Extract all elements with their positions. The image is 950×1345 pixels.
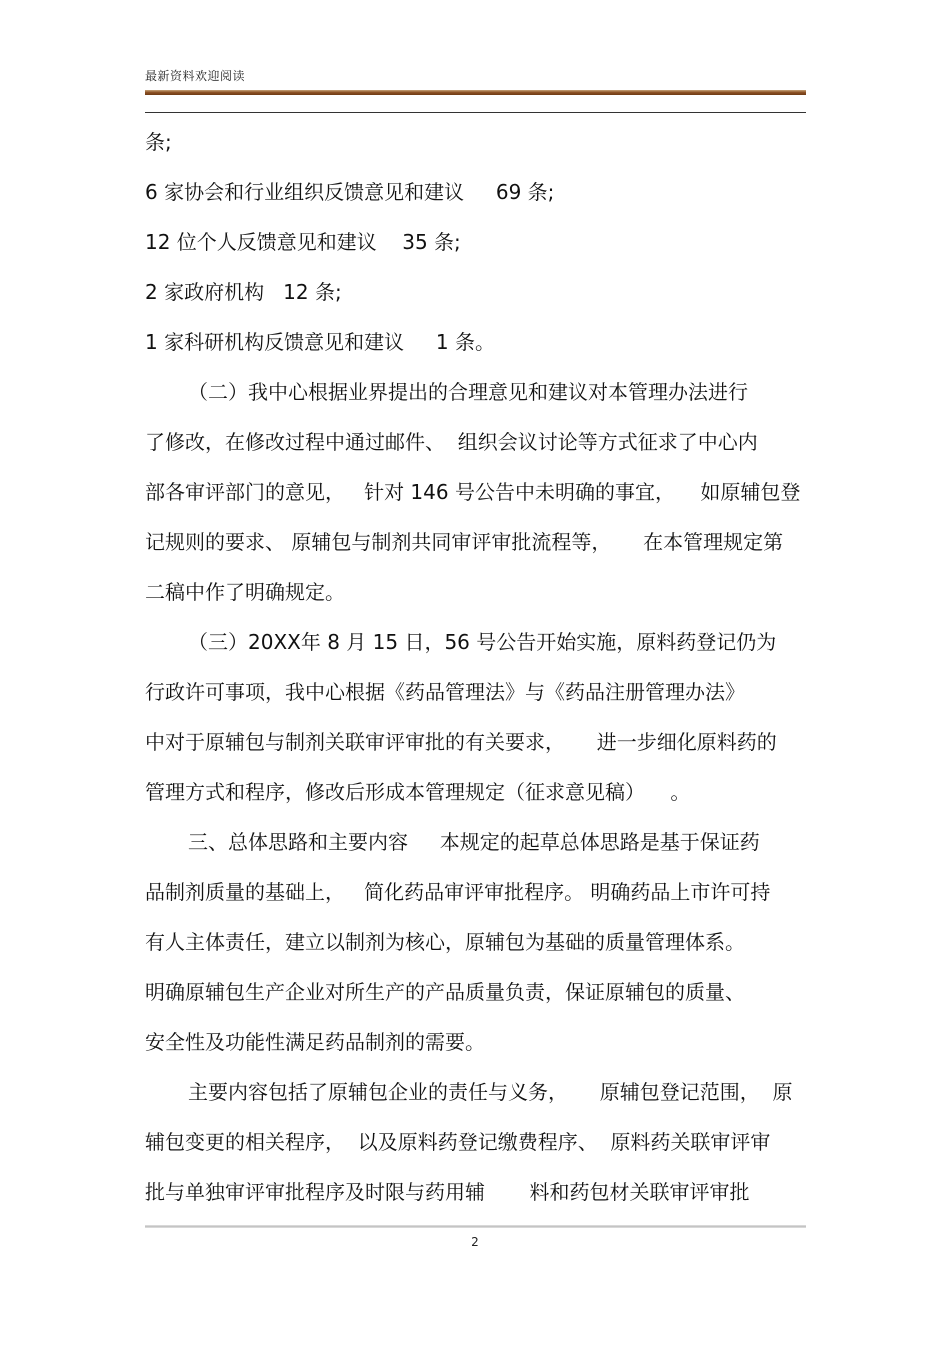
text-line: 有人主体责任，建立以制剂为核心，原辅包为基础的质量管理体系。: [145, 930, 745, 954]
text-line: 二稿中作了明确规定。: [145, 580, 345, 604]
paragraph-start-line: （三）20XX年 8 月 15 日，56 号公告开始实施，原料药登记仍为: [188, 630, 777, 654]
document-body: [145, 127, 815, 1227]
text-line: 条;: [145, 130, 172, 154]
text-line: 批与单独审评审批程序及时限与药用辅 料和药包材关联审评审批: [145, 1180, 750, 1204]
text-line: 安全性及功能性满足药品制剂的需要。: [145, 1030, 485, 1054]
text-line: 记规则的要求、 原辅包与制剂共同审评审批流程等， 在本管理规定第: [145, 530, 784, 554]
text-line: 2 家政府机构 12 条;: [145, 280, 342, 304]
text-line: 中对于原辅包与制剂关联审评审批的有关要求， 进一步细化原料药的: [145, 730, 777, 754]
text-line: 部各审评部门的意见， 针对 146 号公告中未明确的事宜， 如原辅包登: [145, 480, 801, 504]
paragraph-start-line: 三、总体思路和主要内容 本规定的起草总体思路是基于保证药: [188, 830, 760, 854]
text-line: 明确原辅包生产企业对所生产的产品质量负责，保证原辅包的质量、: [145, 980, 745, 1004]
text-line: 1 家科研机构反馈意见和建议 1 条。: [145, 330, 495, 354]
text-line: 管理方式和程序，修改后形成本管理规定（征求意见稿） 。: [145, 780, 691, 804]
paragraph-start-line: 主要内容包括了原辅包企业的责任与义务， 原辅包登记范围， 原: [188, 1080, 793, 1104]
footer-rule: [145, 1225, 806, 1228]
text-line: 了修改，在修改过程中通过邮件、 组织会议讨论等方式征求了中心内: [145, 430, 758, 454]
text-line: 辅包变更的相关程序， 以及原料药登记缴费程序、 原料药关联审评审: [145, 1130, 771, 1154]
page-header: 最新资料欢迎阅读: [145, 69, 246, 83]
header-rule-thick: [145, 90, 806, 95]
text-line: 6 家协会和行业组织反馈意见和建议 69 条;: [145, 180, 555, 204]
text-line: 行政许可事项，我中心根据《药品管理法》与《药品注册管理办法》: [145, 680, 745, 704]
text-line: 12 位个人反馈意见和建议 35 条;: [145, 230, 461, 254]
header-rule-thin: [145, 112, 806, 113]
text-line: 品制剂质量的基础上， 简化药品审评审批程序。 明确药品上市许可持: [145, 880, 771, 904]
page-number: 2: [471, 1235, 479, 1249]
paragraph-start-line: （二）我中心根据业界提出的合理意见和建议对本管理办法进行: [188, 380, 748, 404]
